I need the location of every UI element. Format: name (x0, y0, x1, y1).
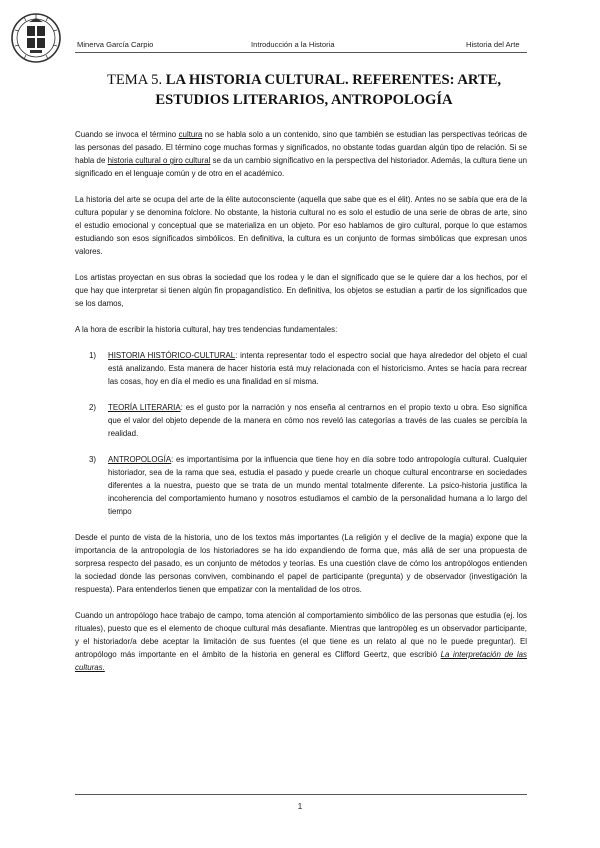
term-cultura: cultura (178, 130, 203, 139)
header-divider (75, 52, 527, 53)
paragraph-4: A la hora de escribir la historia cultural, hay tres tendencias fundamentales: (75, 325, 338, 334)
list-item (75, 349, 527, 388)
list-item-number: 1) (89, 351, 97, 360)
page-title (100, 70, 508, 110)
title-line-1: LA HISTORIA CULTURAL. REFERENTES: ARTE, (165, 72, 502, 88)
header-course: Introducción a la Historia (251, 40, 335, 49)
list-item-text: : es importantísima por la influencia que tiene hoy en día sobre todo antropología cultural. Cualquier historiador, sea de la rama que sea, estudia el pasado y puede crearle un choque cultural encontrarse en sociedades diferentes a la nuestra, puesto que se trata de un mundo mental totalmente diferente. La psico-historia justifica la incoherencia del comportamiento humano y nosotros estudiamos el cambio de la personalidad humana a lo largo del tiempo (108, 455, 527, 516)
list-item-text: : es el gusto por la narración y nos enseña al centrarnos en el propio texto u obra. Eso significa que el valor del objeto depende de la manera en cómo nos reveló las categorías a través de las cuales se percibía la realidad. (108, 403, 527, 438)
paragraph-6-text: Cuando un antropólogo hace trabajo de campo, toma atención al comportamiento simbólico de las personas que estudia (ej. los rituales), puesto que es el elemento de choque cultural más desafiante. Mientras que lantropòleg es un observador participante, y el historiador/a debe aceptar la limitación de sus fuentes (el que tiene es un relato al que no le puede preguntar). El antropólogo más importante en el ámbito de la historia en general es Clifford Geertz, que escribió (75, 611, 527, 659)
paragraph-6 (75, 609, 527, 674)
list-item-term: TEORÍA LITERARIA (108, 403, 181, 412)
book-title: La interpretación de las culturas. (75, 650, 527, 672)
paragraph-2: La historia del arte se ocupa del arte de la élite autoconsciente (aquella que sabe que es el élit). Antes no se sabía que era de la cultura popular y se denomina folclore. No obstante, la historia cultural no es solo el estudio de una serie de obras de arte, sino el estudio emocional y conceptual que se materializa en un objeto. Por eso hablamos de giro cultural, porque lo que estamos estudiando son esos significados simbólicos. En definitiva, la cultura es un conjunto de formas simbólicas que expresan unos valores. (75, 195, 527, 256)
header-author: Minerva García Carpio (77, 40, 154, 49)
paragraph-5: Desde el punto de vista de la historia, uno de los textos más importantes (La religión y el declive de la magia) expone que la importancia de la antropología de los historiadores se ha ido expandiendo de forma que, más allá de ser una propuesta de sorpresa respecto del pasado, es un conjunto de métodos y teorías. Es una cuestión clave de cómo los antropólogos entienden la sociedad donde las personas conviven, combinando el papel de participante (pregunta) y de observador (investigación la respuesta). Para entenderlos tienen que empatizar con la mentalidad de los otros. (75, 533, 527, 594)
header-subject: Historia del Arte (466, 40, 520, 49)
title-number: TEMA 5. (106, 72, 163, 88)
term-historia-cultural: historia cultural o giro cultural (107, 156, 211, 165)
paragraph-1-text-c: se da un cambio significativo en la perspectiva del historiador. Además, la cultura tiene un significado en el lenguaje común y de otro en el académico. (75, 156, 528, 178)
paragraph-1 (75, 128, 527, 180)
paragraph-1-text-b: no se habla solo a un contenido, sino que también se estudian las perspectivas teóricas de las personas del pasado. El término coge muchas formas y significados, no obstante todas guardan algún tipo de relación. Si se habla de (75, 130, 527, 165)
paragraph-3: Los artistas proyectan en sus obras la sociedad que los rodea y le dan el significado que se le quiere dar a los hechos, por el que hay que interpretar si tienen algún fin propagandístico. En definitiva, los objetos se estudian a partir de los significados que se los damos, (75, 273, 527, 308)
list-item-number: 3) (89, 455, 97, 464)
tendencies-list (75, 349, 527, 518)
list-item (75, 453, 527, 518)
document-body (75, 128, 527, 687)
list-item-term: HISTORIA HISTÓRICO-CULTURAL (108, 351, 236, 360)
list-item-term: ANTROPOLOGÍA (108, 455, 172, 464)
paragraph-1-text-a: Cuando se invoca el término (75, 130, 179, 139)
page-number: 1 (297, 802, 303, 811)
list-item-number: 2) (89, 403, 97, 412)
university-seal-icon (10, 8, 62, 70)
footer-divider (75, 794, 527, 795)
list-item-text: : intenta representar todo el espectro social que haya alrededor del objeto el cual está analizando. Esta manera de hacer historia está muy relacionada con el historicismo. Antes se hacía para recrear las cosas, hoy en día el medio es una finalidad en sí misma. (108, 351, 527, 386)
list-item (75, 401, 527, 440)
title-line-2: ESTUDIOS LITERARIOS, ANTROPOLOGÍA (155, 92, 453, 108)
